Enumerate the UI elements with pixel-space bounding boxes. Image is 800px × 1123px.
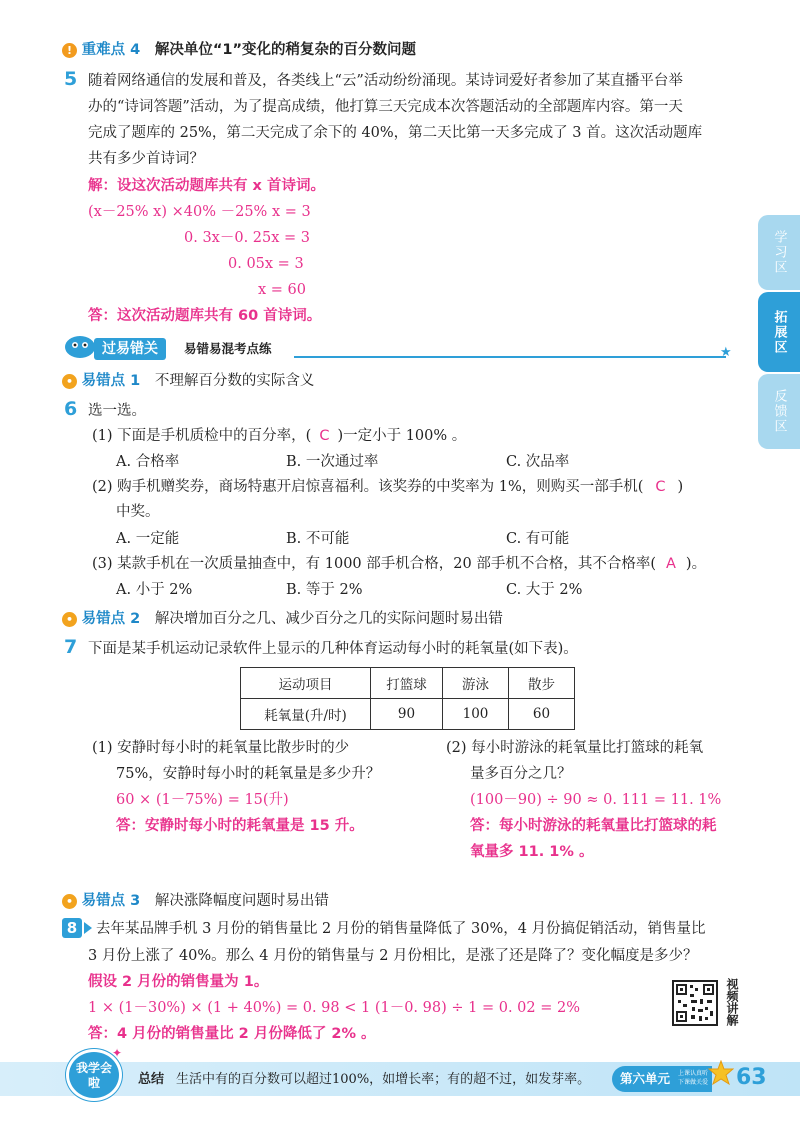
q7-right-calc: (100－90) ÷ 90 ≈ 0. 111 = 11. 1% — [470, 792, 722, 808]
question-number-8: 8 — [62, 918, 82, 938]
q6-sub1-answer: C — [319, 428, 330, 444]
oxygen-table — [240, 667, 575, 730]
error-tag-2: 易错点 2 — [81, 611, 141, 627]
q6-sub3: (3) 某款手机在一次质量抽查中，有 1000 部手机合格，20 部手机不合格，其不合格率( A )。 — [92, 556, 707, 572]
q5-line-2: 办的“诗词答题”活动，为了提高成绩，他打算三天完成本次答题活动的全部题库内容。第一天 — [88, 99, 683, 115]
error-header-2 — [62, 608, 503, 630]
error-title-3: 解决涨降幅度问题时易出错 — [154, 893, 329, 909]
side-tab-extend[interactable]: 拓展区 — [758, 292, 800, 372]
q5-equation-4: x = 60 — [258, 282, 306, 298]
q6-sub2-opt-c: C. 有可能 — [506, 531, 570, 547]
banner-title: 过易错关 — [94, 338, 166, 360]
side-tab-feedback[interactable]: 反馈区 — [758, 374, 800, 449]
q7-left-calc: 60 × (1－75%) = 15(升) — [116, 792, 289, 808]
question-number-5: 5 — [64, 68, 78, 90]
q7-right-line-1: (2) 每小时游泳的耗氧量比打篮球的耗氧 — [446, 740, 704, 756]
q7-right-answer-2: 氧量多 11. 1% 。 — [470, 844, 594, 860]
q6-sub3-opt-c: C. 大于 2% — [506, 582, 583, 598]
q6-sub2-opt-a: A. 一定能 — [116, 531, 180, 547]
table-cell: 90 — [371, 699, 443, 730]
table-cell: 60 — [509, 699, 575, 730]
question-number-7: 7 — [64, 636, 78, 658]
q6-sub1-opt-c: C. 次品率 — [506, 454, 570, 470]
error-tag-3: 易错点 3 — [81, 893, 141, 909]
q7-stem: 下面是某手机运动记录软件上显示的几种体育运动每小时的耗氧量(如下表)。 — [88, 641, 578, 657]
q6-sub3-opt-b: B. 等于 2% — [286, 582, 363, 598]
table-header-cell: 打篮球 — [371, 668, 443, 699]
section-tag: 重难点 4 — [81, 42, 141, 58]
q7-left-line-2: 75%，安静时每小时的耗氧量是多少升？ — [116, 766, 381, 782]
error-point-icon: • — [62, 894, 77, 909]
side-tab-study[interactable]: 学习区 — [758, 215, 800, 290]
q6-sub3-opt-a: A. 小于 2% — [116, 582, 193, 598]
qr-label: 视频讲解 — [725, 978, 739, 1026]
table-cell: 耗氧量(升/时) — [241, 699, 371, 730]
star-icon: ★ — [720, 345, 732, 360]
q7-left-answer: 答：安静时每小时的耗氧量是 15 升。 — [116, 818, 364, 834]
q8-line-1: 去年某品牌手机 3 月份的销售量比 2 月份的销售量降低了 30%，4 月份搞促销活动，销售量比 — [96, 921, 706, 937]
footer-badge: 我学会啦 — [66, 1049, 122, 1101]
error-check-banner — [62, 338, 730, 360]
footer-tip-1: 上课认真听 — [678, 1070, 709, 1077]
q8-calc: 1 × (1－30%) × (1 + 40%) = 0. 98 < 1 (1－0. 98) ÷ 1 = 0. 02 = 2% — [88, 1000, 580, 1016]
q8-line-2: 3 月份上涨了 40%。那么 4 月份的销售量与 2 月份相比，是涨了还是降了？变化幅度是多少？ — [88, 948, 698, 964]
error-title-2: 解决增加百分之几、减少百分之几的实际问题时易出错 — [154, 611, 503, 627]
banner-underline — [294, 356, 726, 358]
q8-assumption: 假设 2 月份的销售量为 1。 — [88, 974, 269, 990]
q6-sub2-answer: C — [655, 479, 666, 495]
footer-summary: 生活中有的百分数可以超过100%，如增长率；有的超不过，如发芽率。 — [176, 1072, 591, 1087]
q7-right-answer-1: 答：每小时游泳的耗氧量比打篮球的耗 — [470, 818, 717, 834]
q5-solution-setup: 解：设这次活动题库共有 x 首诗词。 — [88, 178, 325, 194]
error-point-icon: • — [62, 612, 77, 627]
section-header-zhongnan — [62, 39, 416, 61]
q6-sub2-line2: 中奖。 — [116, 504, 160, 520]
error-header-3 — [62, 890, 329, 912]
q6-sub3-answer: A — [665, 556, 676, 572]
q6-stem: 选一选。 — [88, 403, 146, 419]
q7-right-line-2: 量多百分之几？ — [470, 766, 572, 782]
q5-equation-2: 0. 3x－0. 25x = 3 — [184, 230, 311, 246]
q5-answer: 答：这次活动题库共有 60 首诗词。 — [88, 308, 322, 324]
q6-sub2: (2) 购手机赠奖券，商场特惠开启惊喜福利。该奖券的中奖率为 1%，则购买一部手机( C ) — [92, 479, 684, 495]
q7-left-line-1: (1) 安静时每小时的耗氧量比散步时的少 — [92, 740, 350, 756]
table-header-cell: 散步 — [509, 668, 575, 699]
footer-tip-2: 下课做关爱 — [678, 1079, 709, 1086]
table-cell: 100 — [443, 699, 509, 730]
q5-equation-1: (x－25% x) ×40% －25% x = 3 — [88, 204, 311, 220]
question-number-6: 6 — [64, 398, 78, 420]
sparkle-icon: ✦ — [112, 1046, 123, 1060]
q8-answer: 答：4 月份的销售量比 2 月份降低了 2% 。 — [88, 1026, 376, 1042]
table-row — [241, 668, 575, 699]
table-row — [241, 699, 575, 730]
qr-code[interactable] — [672, 980, 718, 1026]
q5-equation-3: 0. 05x = 3 — [228, 256, 304, 272]
error-header-1 — [62, 370, 314, 392]
q6-sub1: (1) 下面是手机质检中的百分率，( C )一定小于 100% 。 — [92, 428, 467, 444]
q5-line-1: 随着网络通信的发展和普及，各类线上“云”活动纷纷涌现。某诗词爱好者参加了某直播平台举 — [88, 73, 683, 89]
video-play-icon — [84, 922, 92, 934]
star-mascot-icon — [708, 1060, 734, 1086]
section-title: 解决单位“1”变化的稍复杂的百分数问题 — [154, 42, 417, 58]
banner-subtitle: 易错易混考点练 — [184, 341, 272, 356]
q6-sub2-opt-b: B. 不可能 — [286, 531, 350, 547]
table-header-cell: 运动项目 — [241, 668, 371, 699]
unit-label: 第六单元 — [620, 1071, 671, 1086]
error-title-1: 不理解百分数的实际含义 — [154, 373, 315, 389]
q6-sub1-opt-b: B. 一次通过率 — [286, 454, 379, 470]
q6-sub1-opt-a: A. 合格率 — [116, 454, 180, 470]
q5-line-4: 共有多少首诗词？ — [88, 151, 204, 167]
footer-summary-label: 总结 — [138, 1072, 165, 1087]
key-point-icon: ! — [62, 43, 77, 58]
mascot-icon — [62, 332, 98, 360]
error-tag-1: 易错点 1 — [81, 373, 141, 389]
error-point-icon: • — [62, 374, 77, 389]
unit-label-box — [612, 1066, 712, 1092]
q5-line-3: 完成了题库的 25%，第二天完成了余下的 40%，第二天比第一天多完成了 3 首。这次活动题库 — [88, 125, 703, 141]
table-header-cell: 游泳 — [443, 668, 509, 699]
page-number: 63 — [736, 1065, 767, 1090]
